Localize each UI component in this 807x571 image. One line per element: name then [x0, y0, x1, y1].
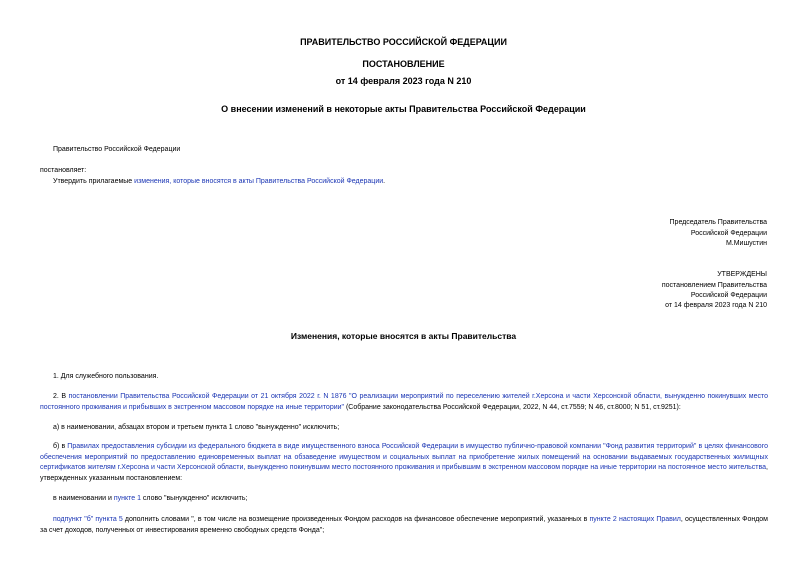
signature-position1: Председатель Правительства: [669, 219, 767, 226]
rules-item-2-link[interactable]: пункте 2 настоящих Правил: [589, 516, 681, 523]
p2-prefix: 2. В: [53, 393, 69, 400]
date-number: от 14 февраля 2023 года N 210: [335, 76, 472, 86]
approve-paragraph: [53, 177, 385, 187]
paragraph-a: а) в наименовании, абзацах втором и третьем пункта 1 слово "вынужденно" исключить;: [53, 424, 340, 431]
pd-mid: дополнить словами ", в том числе на возмещение произведенных Фондом расходов на финансовое обеспечение мероприятий, указанных в: [122, 516, 590, 523]
pc-prefix: в наименовании и: [53, 495, 114, 502]
paragraph-c: [53, 494, 247, 504]
paragraph-1: 1. Для служебного пользования.: [53, 373, 159, 380]
approve-prefix: Утвердить прилагаемые: [53, 178, 135, 185]
approved-line4: от 14 февраля 2023 года N 210: [665, 302, 767, 309]
subsidy-rules-link[interactable]: Правилах предоставления субсидии из федерального бюджета в виде имущественного взноса Российской Федерации в имущество публично-правовой компании "Фонд развития территорий" в целях финансового обеспечения мероприятий по предоставлению единовременных выплат на обзаведение имуществом и социальных выплат на приобретение жилых помещений на основании выдаваемых государственных жилищных сертификатов жителям г.Херсона и части Херсонской области, вынужденно покинувшим место постоянного проживания и прибывшим в экстренном массовом порядке на иные территории на постоянное место жительства: [40, 443, 768, 471]
approved-line3: Российской Федерации: [690, 292, 767, 299]
preamble-line1: Правительство Российской Федерации: [53, 146, 181, 153]
signature-name: М.Мишустин: [725, 240, 767, 247]
approved-line2: постановлением Правительства: [661, 282, 767, 289]
resolution-1876-link[interactable]: постановлении Правительства Российской Федерации от 21 октября 2022 г. N 1876 "О реализации мероприятий по переселению жителей г.Херсона и части Херсонской области, вынужденно покинувших место постоянного проживания и прибывших в экстренном массовом порядке на иные территории": [40, 393, 768, 411]
changes-title: Изменения, которые вносятся в акты Правительства: [290, 331, 517, 341]
p2-suffix: (Собрание законодательства Российской Федерации, 2022, N 44, ст.7559; N 46, ст.8000; N 51, ст.9251):: [344, 403, 681, 411]
pb-suffix: , утвержденных указанным постановлением:: [40, 464, 768, 482]
doc-type-heading: ПОСТАНОВЛЕНИЕ: [362, 59, 445, 69]
signature-position2: Российской Федерации: [690, 230, 767, 237]
changes-link[interactable]: изменения, которые вносятся в акты Правительства Российской Федерации: [134, 178, 384, 185]
pc-suffix: слово "вынужденно" исключить;: [140, 495, 248, 502]
paragraph-b: [40, 442, 768, 484]
pd-suffix: , осуществленных Фондом за счет доходов, полученных от инвестирования временно свободных средств Фонда";: [40, 516, 768, 534]
item-1-link[interactable]: пункте 1: [113, 495, 141, 502]
preamble-line2: постановляет:: [40, 167, 87, 174]
document-title: О внесении изменений в некоторые акты Правительства Российской Федерации: [221, 104, 586, 114]
subitem-5b-link[interactable]: подпункт "б" пункта 5: [53, 516, 123, 523]
paragraph-d: [40, 515, 768, 536]
approve-suffix: .: [383, 178, 386, 185]
paragraph-2: [40, 392, 768, 413]
approved-line1: УТВЕРЖДЕНЫ: [717, 271, 767, 278]
pb-prefix: б) в: [53, 443, 68, 450]
government-heading: ПРАВИТЕЛЬСТВО РОССИЙСКОЙ ФЕДЕРАЦИИ: [300, 37, 507, 47]
